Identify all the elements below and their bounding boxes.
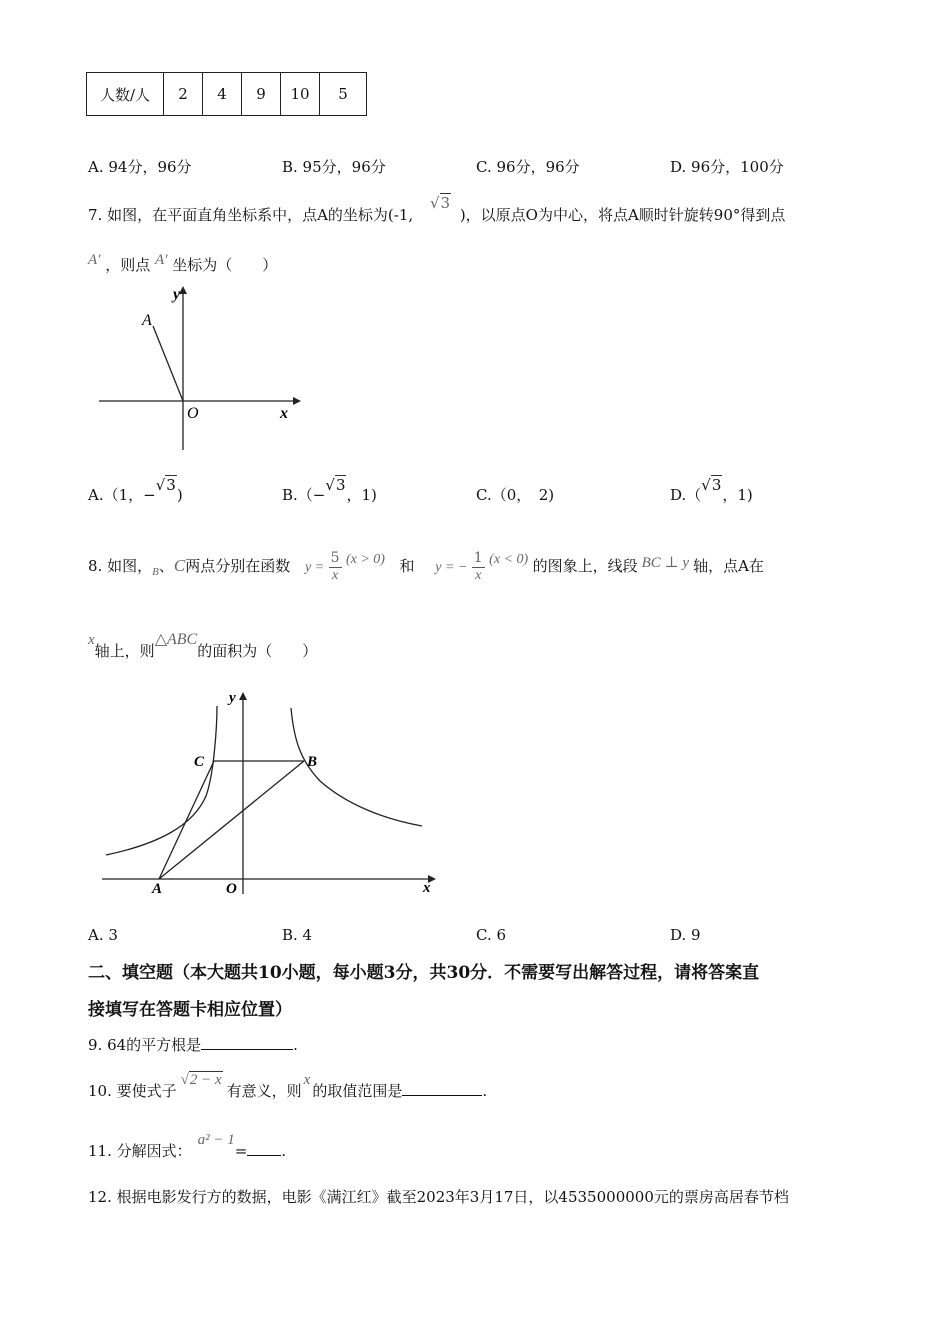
- q8-text-b: 两点分别在函数: [185, 557, 291, 575]
- q11-text: 11. 分解因式：: [88, 1142, 192, 1160]
- function-2-fraction: [472, 551, 485, 583]
- function-1-fraction: [329, 551, 342, 583]
- q11-end: .: [281, 1142, 287, 1160]
- q10-text-b: 有意义，则: [226, 1082, 302, 1100]
- table-cell: 9: [242, 73, 281, 116]
- answer-blank[interactable]: [201, 1035, 293, 1050]
- point-c-label: C: [194, 754, 205, 770]
- q11-question: [88, 1132, 287, 1161]
- section-2-heading-line1: 二、填空题（本大题共10小题，每小题3分，共30分．不需要写出解答过程，请将答案直: [88, 963, 760, 983]
- x-axis-label: x: [280, 405, 288, 422]
- fraction-numerator: 1: [473, 550, 483, 567]
- section-2-heading-line2: 接填写在答题卡相应位置）: [88, 1000, 292, 1020]
- fraction-denominator: x: [331, 567, 339, 583]
- q10-text-c: 的取值范围是: [312, 1082, 403, 1100]
- q8-question-line2: [88, 631, 318, 661]
- fraction-numerator: 5: [330, 550, 340, 567]
- q9-text: 9. 64的平方根是: [88, 1036, 202, 1054]
- function-1-lhs: y =: [304, 560, 325, 575]
- people-count-table: [86, 72, 367, 116]
- q7-option-b-end: ，1): [346, 486, 377, 504]
- q8-text-c: 的图象上，线段: [532, 557, 638, 575]
- q8-option-b: B. 4: [282, 926, 313, 944]
- y-axis-arrow-icon: [179, 286, 187, 294]
- sqrt-expr: √2 − x: [180, 1072, 222, 1088]
- sqrt3-expr: √3: [429, 194, 451, 212]
- q7-option-d-text: D.（: [670, 486, 702, 504]
- fraction-denominator: x: [475, 567, 482, 583]
- answer-blank[interactable]: [247, 1141, 281, 1156]
- q8-text-d: 轴，点A在: [693, 557, 764, 575]
- a-prime-label: A′: [88, 252, 101, 268]
- q7-option-a-end: ): [176, 486, 183, 504]
- segment-ac: [159, 761, 214, 879]
- origin-label: O: [187, 405, 199, 422]
- q6-option-d: D. 96分，100分: [670, 158, 784, 176]
- function-2: [435, 550, 532, 583]
- radicand: 3: [335, 476, 346, 494]
- radicand: 3: [440, 194, 451, 212]
- q7-text-b: )，以原点O为中心，将点A顺时针旋转90°得到点: [459, 206, 786, 224]
- y-axis-label: y: [229, 690, 236, 706]
- expression-a-squared-minus-1: a² − 1: [197, 1132, 235, 1148]
- q8-sep: 、: [158, 557, 174, 575]
- bc-perp-y-expr: BC ⊥ y: [641, 555, 690, 571]
- point-c-label: C: [173, 556, 186, 575]
- point-a-label: A: [152, 881, 163, 897]
- sqrt3-expr: √3: [325, 476, 346, 494]
- q7-option-a: [88, 476, 183, 505]
- q10-question: [88, 1072, 488, 1101]
- q7-option-a-text: A.（1，−: [88, 486, 156, 504]
- table-cell: 4: [203, 73, 242, 116]
- q6-option-b: B. 95分，96分: [282, 158, 386, 176]
- q10-end: .: [482, 1082, 488, 1100]
- segment-oa: [153, 326, 183, 401]
- segment-ab: [159, 761, 304, 879]
- q8-function-figure: [98, 686, 444, 902]
- q7-text-a: 7. 如图，在平面直角坐标系中，点A的坐标为(-1,: [88, 206, 414, 224]
- point-b-label: B: [152, 566, 159, 578]
- q7-text-d: 坐标为（ ）: [172, 256, 278, 274]
- sqrt3-expr: √3: [155, 476, 176, 494]
- answer-blank[interactable]: [402, 1081, 482, 1096]
- q6-option-a: A. 94分，96分: [88, 158, 192, 176]
- q8-option-d: D. 9: [670, 926, 701, 944]
- q9-end: .: [293, 1036, 298, 1054]
- q7-text-c: ，则点: [105, 256, 151, 274]
- y-axis-label: y: [173, 286, 181, 303]
- function-1-domain: (x > 0): [345, 552, 385, 567]
- q7-option-c: C.（0， 2): [476, 486, 555, 504]
- a-prime-label: A′: [155, 252, 168, 268]
- curve-negative-branch: [106, 706, 217, 855]
- q7-question-line1: [88, 194, 786, 225]
- q9-question: [88, 1034, 298, 1055]
- q12-question: 12. 根据电影发行方的数据，电影《满江红》截至2023年3月17日，以4535000000元的票房高居春节档: [88, 1188, 789, 1206]
- table-header-cell: 人数/人: [87, 73, 164, 116]
- radicand: 3: [166, 476, 176, 494]
- q8-text-e: 轴上，则: [94, 642, 155, 660]
- q8-option-c: C. 6: [476, 926, 507, 944]
- q8-text-a: 8. 如图，: [88, 557, 153, 575]
- point-a-label: A: [142, 312, 152, 329]
- radicand: 3: [711, 476, 722, 494]
- x-variable: x: [88, 632, 95, 648]
- q7-option-d: [670, 476, 753, 505]
- x-axis-arrow-icon: [293, 397, 301, 405]
- y-axis-arrow-icon: [239, 692, 247, 700]
- x-axis-label: x: [423, 880, 431, 896]
- triangle-abc-label: △ABC: [154, 631, 198, 648]
- function-2-lhs: y = −: [435, 560, 468, 575]
- x-variable: x: [303, 1072, 311, 1088]
- q7-coordinate-figure: [95, 282, 305, 454]
- table-cell: 2: [164, 73, 203, 116]
- table-cell: 5: [320, 73, 367, 116]
- function-2-domain: (x < 0): [489, 552, 529, 567]
- q8-option-a: A. 3: [88, 926, 118, 944]
- table-row: [87, 73, 367, 116]
- q6-option-c: C. 96分，96分: [476, 158, 580, 176]
- radicand: 2 − x: [189, 1072, 222, 1088]
- q8-and: 和: [399, 557, 415, 575]
- q8-text-f: 的面积为（ ）: [197, 642, 318, 660]
- origin-label: O: [226, 881, 237, 897]
- q7-option-d-end: ，1): [722, 486, 753, 504]
- q7-question-line2: [88, 254, 277, 275]
- table-cell: 10: [281, 73, 320, 116]
- point-b-label: B: [307, 754, 318, 770]
- function-1: [304, 550, 389, 583]
- sqrt3-expr: √3: [701, 476, 722, 494]
- q11-equals: =: [234, 1142, 248, 1160]
- q7-option-b-text: B.（−: [282, 486, 326, 504]
- q10-text-a: 10. 要使式子: [88, 1082, 177, 1100]
- q7-option-b: [282, 476, 377, 505]
- q8-question-line1: [88, 548, 764, 586]
